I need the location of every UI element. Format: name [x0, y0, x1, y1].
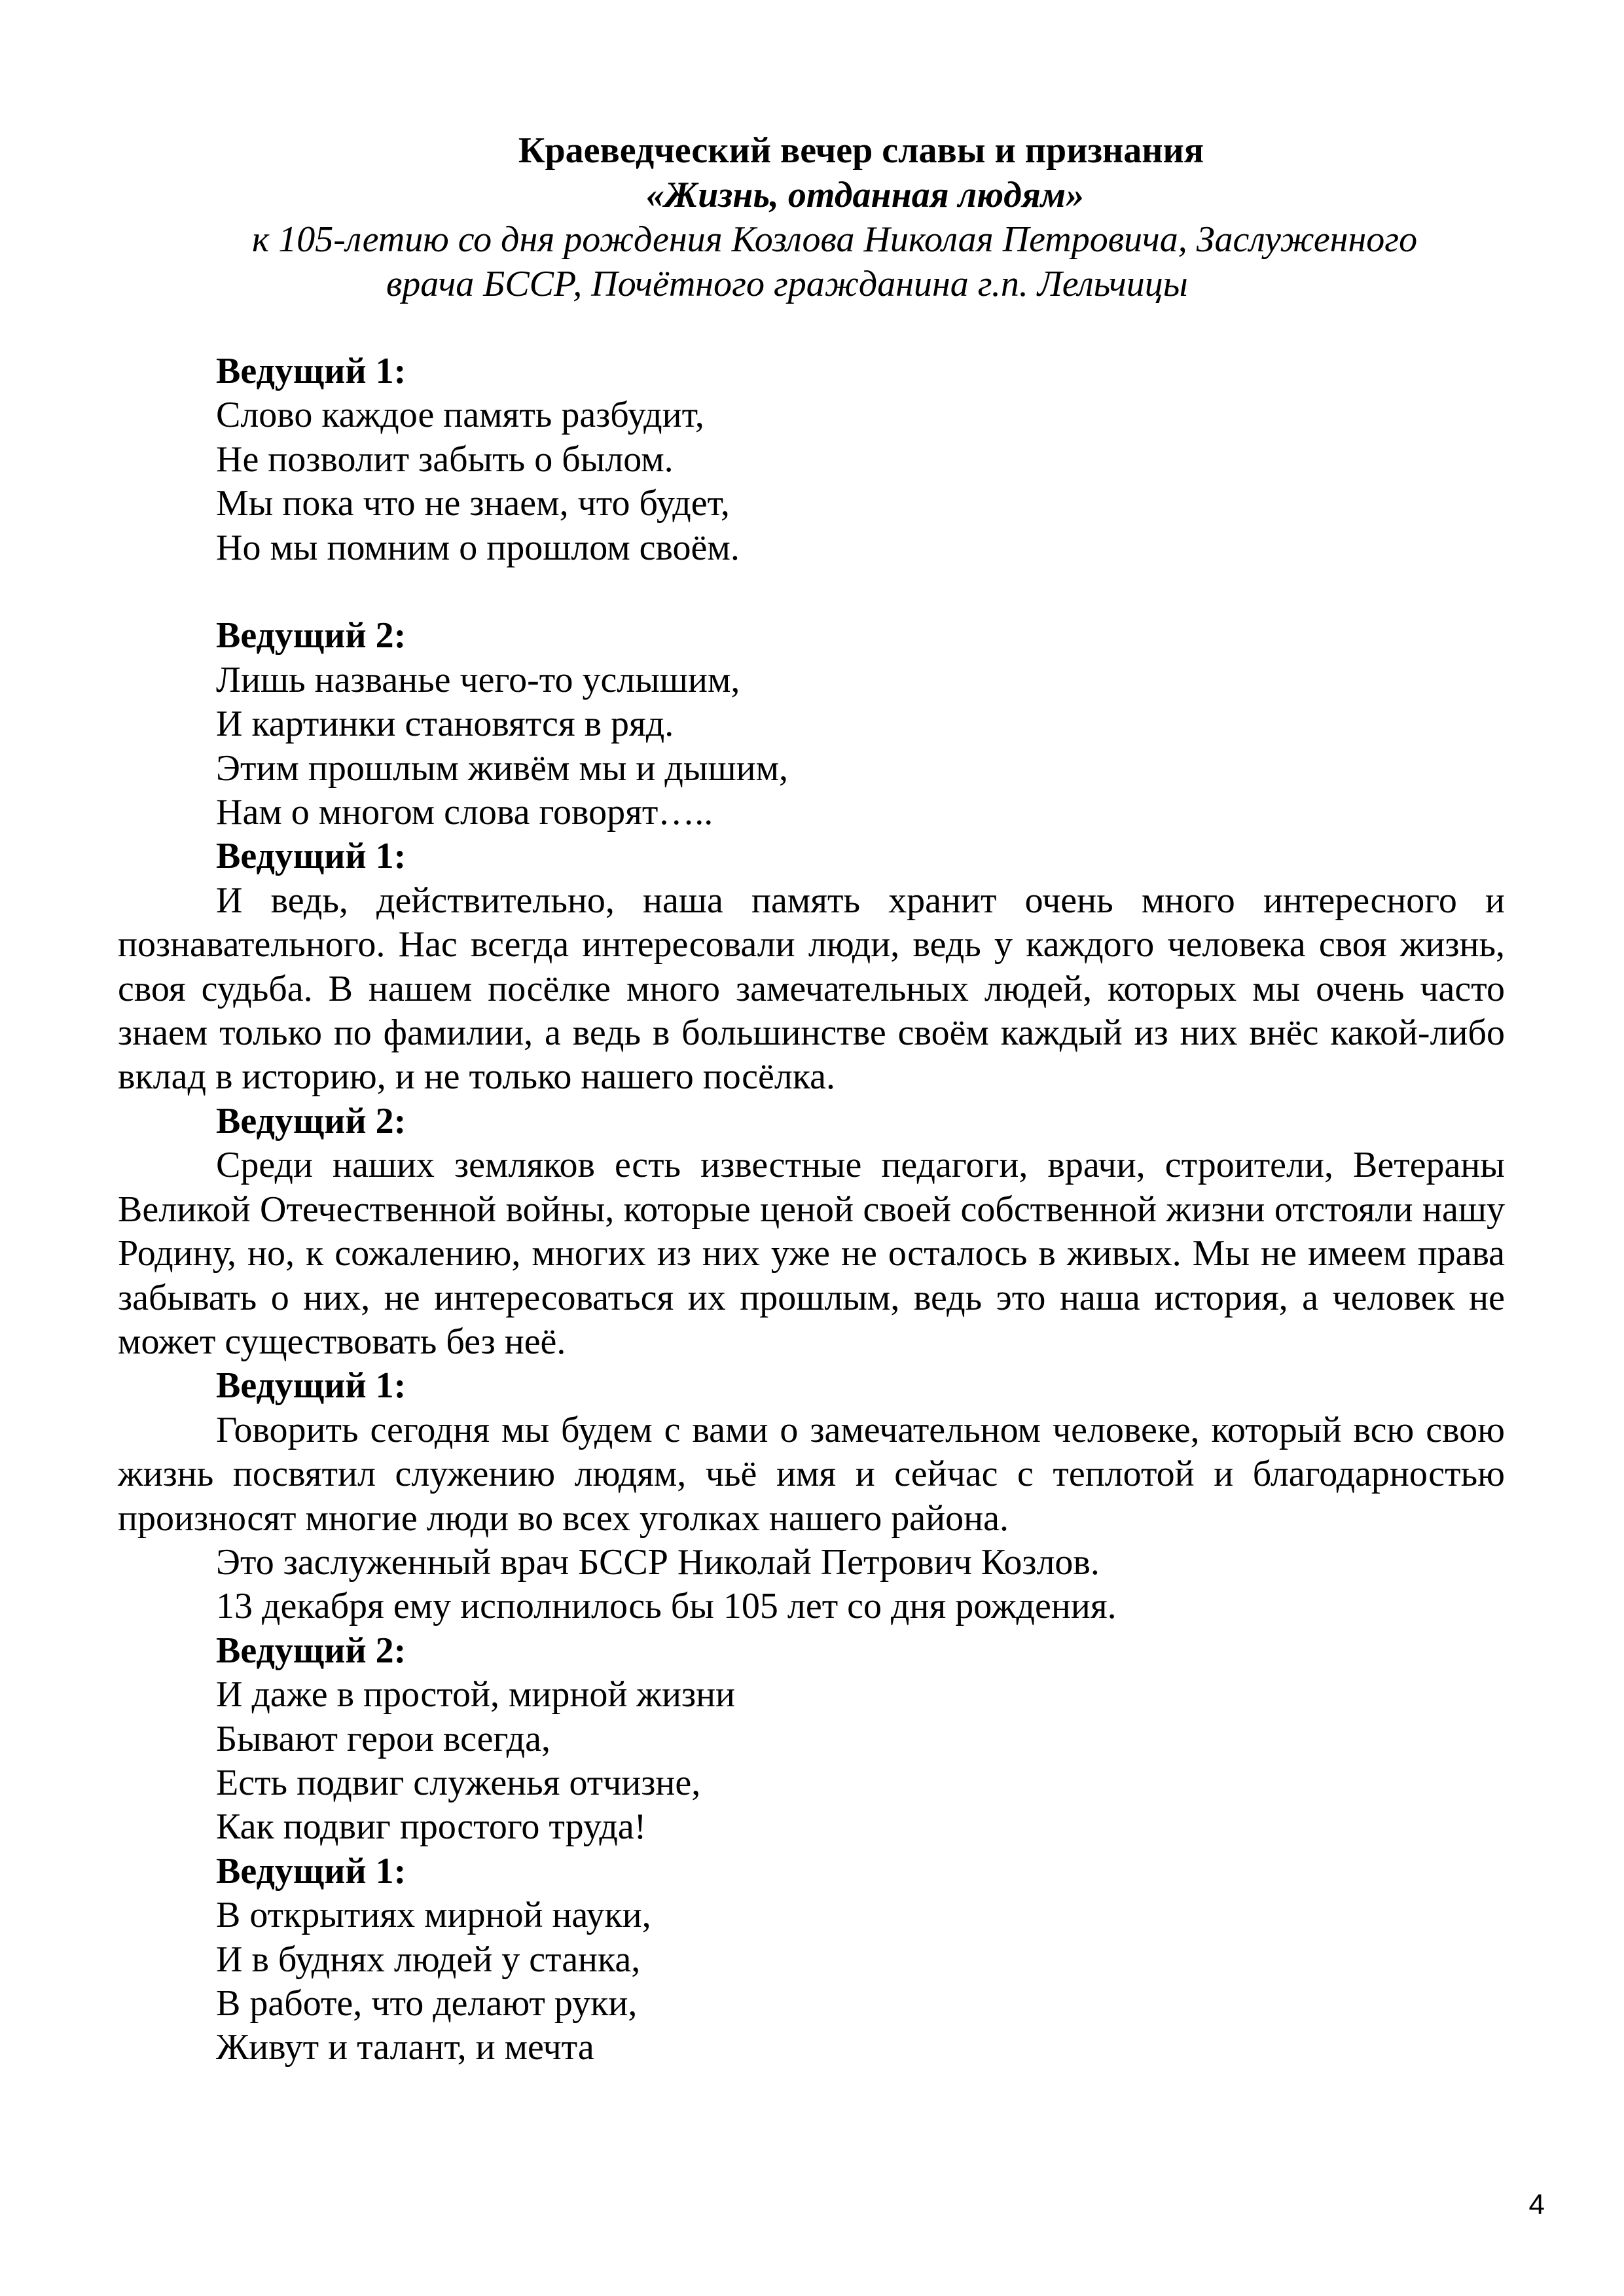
paragraph: 13 декабря ему исполнилось бы 105 лет со дня рождения.	[216, 1586, 1117, 1627]
blank-line	[118, 570, 1505, 614]
paragraph: И ведь, действительно, наша память хранит очень много интересного и познавательного. Нас всегда интересовали люди, ведь у каждого человека своя жизнь, своя судьба. В нашем посёлке много замечательных людей, которых мы очень часто знаем только по фамилии, а ведь в большинстве своём каждый из них внёс какой-либо вклад в историю, и не только нашего посёлка.	[118, 880, 1505, 1098]
speaker-label: Ведущий 2:	[216, 1630, 406, 1671]
verse-line: Слово каждое память разбудит,	[216, 395, 704, 436]
document-header	[0, 128, 1624, 306]
verse-line: В открытиях мирной науки,	[216, 1895, 651, 1936]
dedication-line-2: врача БССР, Почётного гражданина г.п. Лельчицы	[386, 264, 1188, 304]
verse-line: Но мы помним о прошлом своём.	[216, 527, 740, 568]
verse-line: Как подвиг простого труда!	[216, 1806, 647, 1848]
speaker-label: Ведущий 1:	[216, 1850, 406, 1892]
speaker-label: Ведущий 1:	[216, 836, 406, 877]
verse-line: Мы пока что не знаем, что будет,	[216, 483, 730, 524]
verse-line: Этим прошлым живём мы и дышим,	[216, 747, 789, 789]
verse-line: Есть подвиг служенья отчизне,	[216, 1762, 701, 1803]
speaker-label: Ведущий 2:	[216, 615, 406, 656]
page-number: 4	[1528, 2189, 1545, 2221]
verse-line: И картинки становятся в ряд.	[216, 704, 674, 745]
speaker-label: Ведущий 1:	[216, 1365, 406, 1407]
speaker-label: Ведущий 1:	[216, 351, 406, 391]
dedication-line-1: к 105-летию со дня рождения Козлова Николая Петровича, Заслуженного	[252, 219, 1418, 260]
event-title: Краеведческий вечер славы и признания	[518, 130, 1204, 171]
paragraph: Говорить сегодня мы будем с вами о замечательном человеке, который всю свою жизнь посвятил служению людям, чьё имя и сейчас с теплотой и благодарностью произносят многие люди во всех уголках нашего района.	[118, 1409, 1505, 1539]
verse-line: Живут и талант, и мечта	[216, 2027, 594, 2068]
verse-line: И в буднях людей у станка,	[216, 1939, 641, 1980]
verse-line: И даже в простой, мирной жизни	[216, 1674, 736, 1715]
verse-line: В работе, что делают руки,	[216, 1983, 638, 2024]
paragraph: Среди наших земляков есть известные педагоги, врачи, строители, Ветераны Великой Отечественной войны, которые ценой своей собственной жизни отстояли нашу Родину, но, к сожалению, многих из них уже не осталось в живых. Мы не имеем права забывать о них, не интересоваться их прошлым, ведь это наша история, а человек не может существовать без неё.	[118, 1145, 1505, 1362]
verse-line: Бывают герои всегда,	[216, 1718, 550, 1759]
verse-line: Лишь названье чего-то услышим,	[216, 659, 740, 700]
speaker-label: Ведущий 2:	[216, 1100, 406, 1141]
verse-line: Нам о многом слова говорят…..	[216, 792, 713, 833]
verse-line: Не позволит забыть о былом.	[216, 439, 674, 480]
paragraph: Это заслуженный врач БССР Николай Петрович Козлов.	[216, 1541, 1100, 1583]
document-body	[118, 350, 1505, 2070]
event-subtitle: «Жизнь, отданная людям»	[645, 175, 1085, 215]
